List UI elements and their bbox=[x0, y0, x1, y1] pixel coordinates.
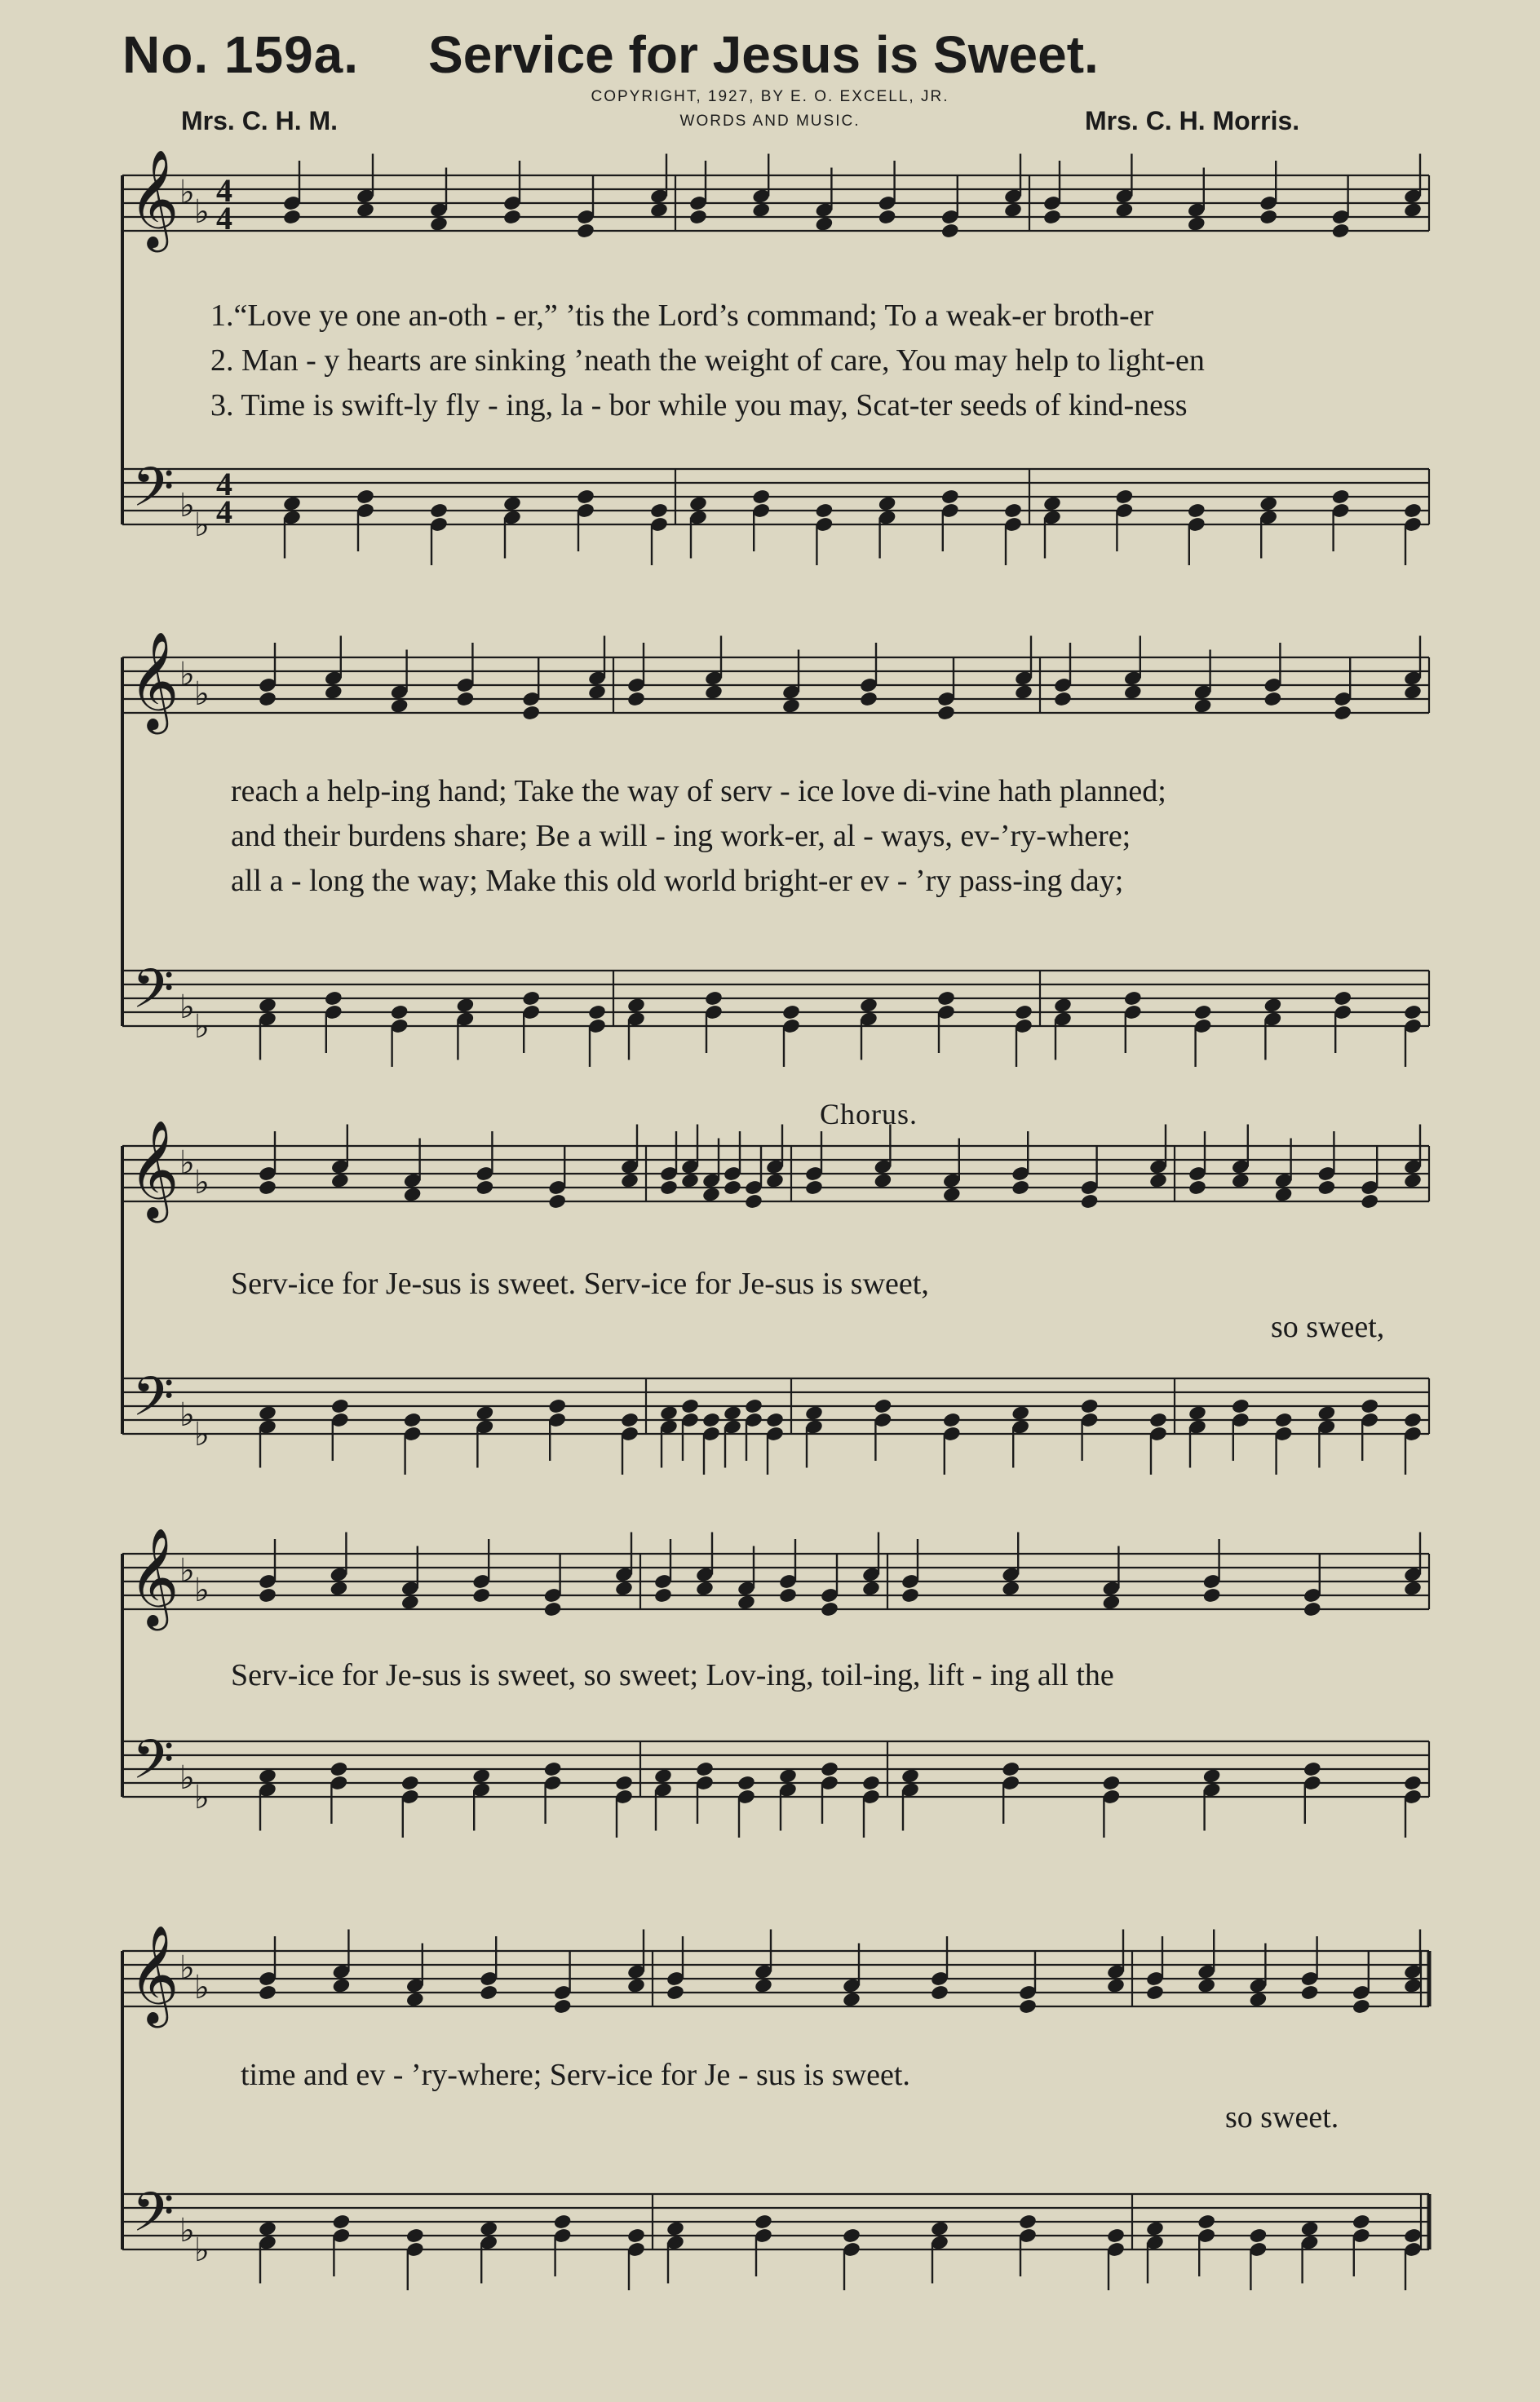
note-head bbox=[814, 502, 834, 520]
note-head bbox=[620, 1172, 639, 1189]
note-head bbox=[626, 691, 646, 708]
note-head bbox=[842, 1991, 861, 2008]
note-head bbox=[390, 697, 409, 714]
note-head bbox=[1080, 1398, 1100, 1415]
note-head bbox=[576, 489, 595, 506]
note-head bbox=[331, 1977, 351, 1994]
note-head bbox=[405, 2227, 425, 2245]
note-head bbox=[1197, 1977, 1216, 1994]
note-head bbox=[680, 1398, 700, 1415]
verse-1-line-1: 1.“Love ye one an-oth - er,” ’tis the Lord’s command; To a weak-er broth-er bbox=[210, 299, 1154, 333]
note-head bbox=[1403, 1580, 1423, 1597]
note-head bbox=[701, 1412, 721, 1429]
note-head bbox=[680, 1172, 700, 1189]
note-head bbox=[1001, 1761, 1020, 1778]
note-head bbox=[429, 215, 449, 232]
note-head bbox=[1202, 1767, 1222, 1785]
lyricist-credit: Mrs. C. H. M. bbox=[181, 106, 339, 135]
composer-credit: Mrs. C. H. Morris. bbox=[1085, 106, 1300, 135]
note-head bbox=[1274, 1186, 1294, 1203]
flat-icon: ♭ bbox=[194, 193, 210, 230]
note-head bbox=[329, 1761, 348, 1778]
note-head bbox=[704, 683, 724, 701]
note-head bbox=[258, 1404, 277, 1422]
note-head bbox=[1259, 495, 1278, 512]
chorus-line-1: Serv-ice for Je-sus is sweet. Serv-ice for Je-sus is sweet, bbox=[231, 1267, 929, 1301]
flat-icon: ♭ bbox=[179, 2212, 195, 2249]
note-head bbox=[781, 1004, 801, 1021]
note-head bbox=[842, 2227, 861, 2245]
note-head bbox=[778, 1587, 798, 1604]
note-head bbox=[324, 683, 343, 701]
note-head bbox=[258, 691, 277, 708]
note-head bbox=[1187, 502, 1206, 520]
note-head bbox=[754, 2214, 773, 2231]
note-head bbox=[1001, 1580, 1020, 1597]
note-head bbox=[553, 1998, 573, 2015]
note-head bbox=[930, 1984, 949, 2002]
flat-icon: ♭ bbox=[179, 1949, 195, 1986]
note-head bbox=[1248, 2227, 1268, 2245]
note-head bbox=[901, 1767, 920, 1785]
bass-clef-icon: 𝄢 bbox=[132, 958, 175, 1033]
chorus-line-3-bass: so sweet. bbox=[1225, 2100, 1339, 2134]
note-head bbox=[1042, 209, 1062, 226]
note-head bbox=[820, 1601, 839, 1618]
note-head bbox=[1197, 2214, 1216, 2231]
treble-clef-icon: 𝄞 bbox=[129, 630, 179, 730]
note-head bbox=[814, 215, 834, 232]
hymn-number: No. 159a. bbox=[122, 25, 360, 84]
note-head bbox=[751, 489, 771, 506]
note-head bbox=[1106, 1977, 1126, 1994]
note-head bbox=[1187, 215, 1206, 232]
note-head bbox=[331, 2214, 351, 2231]
note-head bbox=[587, 683, 607, 701]
note-head bbox=[1300, 1984, 1320, 2002]
note-head bbox=[873, 1172, 892, 1189]
note-head bbox=[258, 1767, 277, 1785]
note-head bbox=[626, 2227, 646, 2245]
note-head bbox=[878, 209, 897, 226]
note-head bbox=[400, 1775, 420, 1792]
note-head bbox=[737, 1775, 756, 1792]
note-head bbox=[1014, 1004, 1033, 1021]
time-signature: 4 bbox=[216, 200, 232, 237]
note-head bbox=[620, 1412, 639, 1429]
note-head bbox=[859, 997, 878, 1014]
note-head bbox=[765, 1172, 785, 1189]
note-head bbox=[282, 495, 302, 512]
flat-icon: ♭ bbox=[194, 506, 210, 543]
note-head bbox=[1231, 1172, 1250, 1189]
flat-icon: ♭ bbox=[179, 1396, 195, 1433]
note-head bbox=[688, 495, 708, 512]
note-head bbox=[659, 1404, 679, 1422]
note-head bbox=[859, 691, 878, 708]
note-head bbox=[390, 1004, 409, 1021]
note-head bbox=[471, 1767, 491, 1785]
note-head bbox=[1263, 997, 1282, 1014]
note-head bbox=[1123, 990, 1143, 1007]
note-head bbox=[1080, 1193, 1100, 1210]
note-head bbox=[1148, 1412, 1168, 1429]
note-head bbox=[1259, 209, 1278, 226]
note-head bbox=[744, 1193, 763, 1210]
flat-icon: ♭ bbox=[194, 1416, 210, 1453]
note-head bbox=[258, 1587, 277, 1604]
note-head bbox=[330, 1398, 350, 1415]
note-head bbox=[1331, 223, 1351, 240]
note-head bbox=[1014, 683, 1033, 701]
note-head bbox=[258, 2220, 277, 2237]
note-head bbox=[695, 1580, 715, 1597]
note-head bbox=[765, 1412, 785, 1429]
chorus-line-1-bass: so sweet, bbox=[1271, 1310, 1385, 1344]
note-head bbox=[1274, 1412, 1294, 1429]
note-head bbox=[653, 1767, 673, 1785]
note-head bbox=[521, 990, 541, 1007]
flat-icon: ♭ bbox=[194, 1779, 210, 1816]
note-head bbox=[1145, 1984, 1165, 2002]
note-head bbox=[1248, 1991, 1268, 2008]
note-head bbox=[258, 997, 277, 1014]
note-head bbox=[1352, 2214, 1371, 2231]
flat-icon: ♭ bbox=[179, 1552, 195, 1589]
note-head bbox=[329, 1580, 348, 1597]
note-head bbox=[543, 1761, 563, 1778]
flat-icon: ♭ bbox=[179, 487, 195, 524]
note-head bbox=[737, 1594, 756, 1611]
time-signature: 4 bbox=[216, 466, 232, 502]
flat-icon: ♭ bbox=[194, 1572, 210, 1608]
note-head bbox=[1360, 1193, 1379, 1210]
note-head bbox=[403, 1186, 423, 1203]
note-head bbox=[1011, 1404, 1030, 1422]
note-head bbox=[1114, 489, 1134, 506]
note-head bbox=[723, 1404, 742, 1422]
treble-clef-icon: 𝄞 bbox=[129, 1924, 179, 2024]
flat-icon: ♭ bbox=[194, 1164, 210, 1201]
note-head bbox=[1300, 2220, 1320, 2237]
verse-1-line-2: reach a help-ing hand; Take the way of serv - ice love di-vine hath planned; bbox=[231, 774, 1166, 808]
note-head bbox=[1231, 1398, 1250, 1415]
note-head bbox=[878, 495, 897, 512]
flat-icon: ♭ bbox=[194, 1008, 210, 1045]
flat-icon: ♭ bbox=[179, 656, 195, 692]
note-head bbox=[455, 997, 475, 1014]
note-head bbox=[1403, 2227, 1423, 2245]
note-head bbox=[744, 1398, 763, 1415]
note-head bbox=[282, 209, 302, 226]
note-head bbox=[804, 1404, 824, 1422]
note-head bbox=[1188, 1404, 1207, 1422]
note-head bbox=[751, 201, 771, 219]
note-head bbox=[861, 1580, 881, 1597]
bass-clef-icon: 𝄢 bbox=[132, 2181, 175, 2257]
note-head bbox=[356, 489, 375, 506]
note-head bbox=[754, 1977, 773, 1994]
note-head bbox=[1148, 1172, 1168, 1189]
note-head bbox=[704, 990, 724, 1007]
hymn-title: Service for Jesus is Sweet. bbox=[428, 25, 1099, 84]
note-head bbox=[666, 2220, 685, 2237]
note-head bbox=[576, 223, 595, 240]
note-head bbox=[653, 1587, 673, 1604]
note-head bbox=[1403, 1004, 1423, 1021]
note-head bbox=[521, 705, 541, 722]
flat-icon: ♭ bbox=[179, 989, 195, 1025]
note-head bbox=[936, 990, 956, 1007]
note-head bbox=[861, 1775, 881, 1792]
note-head bbox=[1123, 683, 1143, 701]
note-head bbox=[258, 1984, 277, 2002]
note-head bbox=[1333, 705, 1352, 722]
note-head bbox=[1101, 1775, 1121, 1792]
note-head bbox=[405, 1991, 425, 2008]
note-head bbox=[587, 1004, 607, 1021]
verse-2-line-1: 2. Man - y hearts are sinking ’neath the weight of care, You may help to light-en bbox=[210, 343, 1205, 378]
note-head bbox=[543, 1601, 563, 1618]
verse-3-line-2: all a - long the way; Make this old world bright-er ev - ’ry pass-ing day; bbox=[231, 864, 1124, 898]
note-head bbox=[479, 2220, 498, 2237]
note-head bbox=[649, 502, 669, 520]
verse-2-line-2: and their burdens share; Be a will - ing work-er, al - ways, ev-’ry-where; bbox=[231, 819, 1131, 853]
note-head bbox=[1193, 1004, 1213, 1021]
note-head bbox=[1003, 201, 1023, 219]
note-head bbox=[626, 1977, 646, 1994]
note-head bbox=[1352, 1998, 1371, 2015]
bass-clef-icon: 𝄢 bbox=[132, 456, 175, 532]
note-head bbox=[1403, 1977, 1423, 1994]
note-head bbox=[471, 1587, 491, 1604]
chorus-label: Chorus. bbox=[820, 1098, 918, 1130]
note-head bbox=[1317, 1404, 1336, 1422]
copyright-scope: WORDS AND MUSIC. bbox=[679, 113, 861, 130]
note-head bbox=[1188, 1179, 1207, 1197]
note-head bbox=[1360, 1398, 1379, 1415]
note-head bbox=[1101, 1594, 1121, 1611]
note-head bbox=[502, 495, 522, 512]
flat-icon: ♭ bbox=[194, 1969, 210, 2006]
note-head bbox=[1403, 1412, 1423, 1429]
note-head bbox=[1114, 201, 1134, 219]
note-head bbox=[936, 705, 956, 722]
note-head bbox=[1403, 502, 1423, 520]
note-head bbox=[820, 1761, 839, 1778]
bass-clef-icon: 𝄢 bbox=[132, 1728, 175, 1804]
note-head bbox=[1333, 990, 1352, 1007]
note-head bbox=[1202, 1587, 1222, 1604]
note-head bbox=[1403, 683, 1423, 701]
note-head bbox=[723, 1179, 742, 1197]
note-head bbox=[942, 1412, 962, 1429]
note-head bbox=[930, 2220, 949, 2237]
flat-icon: ♭ bbox=[179, 1144, 195, 1181]
note-head bbox=[479, 1984, 498, 2002]
note-head bbox=[688, 209, 708, 226]
note-head bbox=[1317, 1179, 1336, 1197]
treble-clef-icon: 𝄞 bbox=[129, 1527, 179, 1626]
note-head bbox=[666, 1984, 685, 2002]
note-head bbox=[873, 1398, 892, 1415]
note-head bbox=[324, 990, 343, 1007]
note-head bbox=[1042, 495, 1062, 512]
chorus-line-3: time and ev - ’ry-where; Serv-ice for Je - sus is sweet. bbox=[241, 2058, 910, 2092]
note-head bbox=[614, 1775, 634, 1792]
note-head bbox=[804, 1179, 824, 1197]
note-head bbox=[1053, 997, 1073, 1014]
note-head bbox=[547, 1398, 567, 1415]
note-head bbox=[1003, 502, 1023, 520]
note-head bbox=[547, 1193, 567, 1210]
note-head bbox=[1403, 201, 1423, 219]
note-head bbox=[1263, 691, 1282, 708]
note-head bbox=[1018, 2214, 1038, 2231]
note-head bbox=[659, 1179, 679, 1197]
note-head bbox=[1011, 1179, 1030, 1197]
flat-icon: ♭ bbox=[194, 675, 210, 712]
verse-3-line-1: 3. Time is swift-ly fly - ing, la - bor while you may, Scat-ter seeds of kind-ness bbox=[210, 388, 1188, 422]
note-head bbox=[502, 209, 522, 226]
note-head bbox=[781, 697, 801, 714]
flat-icon: ♭ bbox=[194, 2232, 210, 2268]
note-head bbox=[400, 1594, 420, 1611]
note-head bbox=[942, 1186, 962, 1203]
bass-clef-icon: 𝄢 bbox=[132, 1365, 175, 1441]
chorus-line-2: Serv-ice for Je-sus is sweet, so sweet; Lov-ing, toil-ing, lift - ing all the bbox=[231, 1658, 1114, 1692]
note-head bbox=[258, 1179, 277, 1197]
treble-clef-icon: 𝄞 bbox=[129, 148, 179, 248]
note-head bbox=[940, 489, 960, 506]
note-head bbox=[695, 1761, 715, 1778]
note-head bbox=[1145, 2220, 1165, 2237]
note-head bbox=[429, 502, 449, 520]
note-head bbox=[1106, 2227, 1126, 2245]
note-head bbox=[475, 1404, 494, 1422]
note-head bbox=[1403, 1172, 1423, 1189]
copyright-notice: COPYRIGHT, 1927, BY E. O. EXCELL, JR. bbox=[591, 88, 949, 105]
note-head bbox=[626, 997, 646, 1014]
flat-icon: ♭ bbox=[179, 1759, 195, 1796]
note-head bbox=[1331, 489, 1351, 506]
note-head bbox=[778, 1767, 798, 1785]
note-head bbox=[701, 1186, 721, 1203]
note-head bbox=[1193, 697, 1213, 714]
note-head bbox=[403, 1412, 423, 1429]
note-head bbox=[1403, 1775, 1423, 1792]
time-signature: 4 bbox=[216, 172, 232, 209]
note-head bbox=[475, 1179, 494, 1197]
note-head bbox=[1303, 1601, 1322, 1618]
note-head bbox=[330, 1172, 350, 1189]
note-head bbox=[553, 2214, 573, 2231]
note-head bbox=[940, 223, 960, 240]
note-head bbox=[1018, 1998, 1038, 2015]
note-head bbox=[649, 201, 669, 219]
time-signature: 4 bbox=[216, 493, 232, 530]
treble-clef-icon: 𝄞 bbox=[129, 1119, 179, 1219]
note-head bbox=[455, 691, 475, 708]
note-head bbox=[1053, 691, 1073, 708]
note-head bbox=[1303, 1761, 1322, 1778]
flat-icon: ♭ bbox=[179, 174, 195, 210]
note-head bbox=[356, 201, 375, 219]
note-head bbox=[901, 1587, 920, 1604]
note-head bbox=[614, 1580, 634, 1597]
